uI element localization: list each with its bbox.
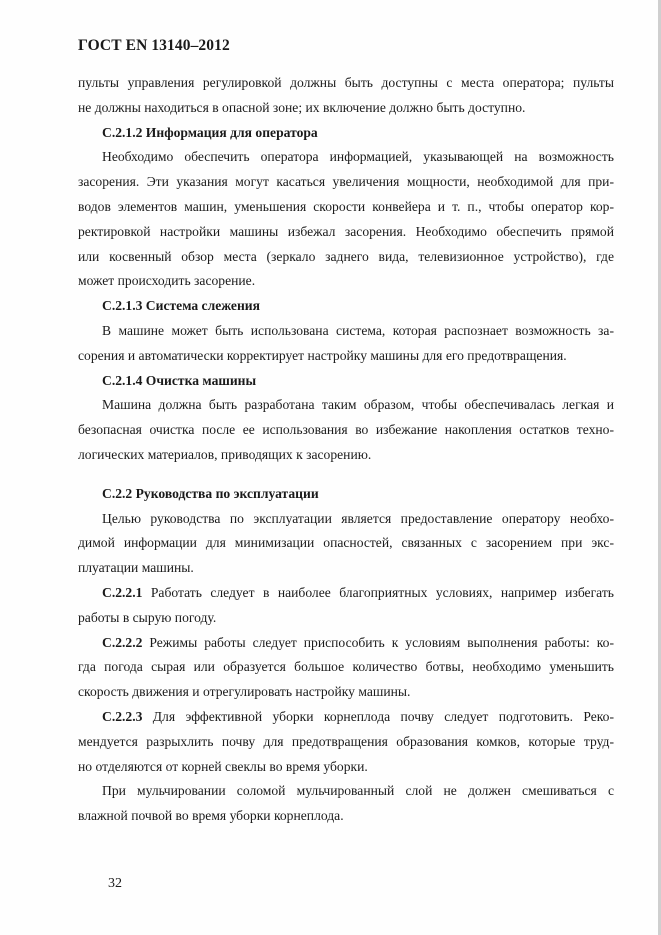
paragraph-controls-continued: [78, 71, 614, 121]
text-line: мендуется разрыхлить почву для предотвращения образования комков, которые труд-: [78, 733, 614, 749]
document-body: [78, 71, 614, 829]
section-heading-c22: С.2.2 Руководства по эксплуатации: [102, 485, 319, 501]
text-line: [78, 705, 614, 730]
clause-number: С.2.2.3: [102, 708, 143, 724]
paragraph-mulching: [78, 779, 614, 829]
clause-c223: [78, 705, 614, 779]
paragraph-machine-cleaning: [78, 393, 614, 467]
clause-c222: [78, 631, 614, 705]
text-line: При мульчировании соломой мульчированный слой не должен смешиваться с: [102, 783, 614, 799]
clause-number: С.2.2.1: [102, 584, 143, 600]
text-line: плуатации машины.: [78, 560, 194, 576]
text-line: логических материалов, приводящих к засорению.: [78, 446, 372, 462]
text-line: Целью руководства по эксплуатации является предоставление оператору необхо-: [102, 510, 614, 526]
text-line: Машина должна быть разработана таким образом, чтобы обеспечивалась легкая и: [102, 397, 614, 413]
paragraph-operation-manuals: [78, 507, 614, 581]
text-line: скорость движения и отрегулировать настройку машины.: [78, 684, 411, 700]
text-line: [78, 631, 614, 656]
text-line: может происходить засорение.: [78, 273, 256, 289]
text-line: ректировкой настройки машины избежал засорения. Необходимо обеспечить прямой: [78, 223, 614, 239]
text-line: влажной почвой во время уборки корнеплода.: [78, 808, 344, 824]
text-line: безопасная очистка после ее использования во избежание накопления остатков техно-: [78, 422, 614, 438]
clause-text: Режимы работы следует приспособить к условиям выполнения работы: ко-: [142, 634, 614, 650]
text-line: не должны находиться в опасной зоне; их включение должно быть доступно.: [78, 99, 526, 115]
page-number: 32: [108, 876, 122, 891]
text-line: пульты управления регулировкой должны быть доступны с места оператора; пульты: [78, 75, 614, 90]
text-line: гда погода сырая или образуется большое количество ботвы, необходимо уменьшить: [78, 659, 614, 675]
clause-number: С.2.2.2: [102, 634, 143, 650]
text-line: работы в сырую погоду.: [78, 609, 217, 625]
text-line: засорения. Эти указания могут касаться увеличения мощности, необходимой для при-: [78, 174, 614, 190]
text-line: водов элементов машин, уменьшения скорости конвейера и т. п., чтобы оператор кор-: [78, 198, 614, 214]
section-gap: [78, 468, 614, 482]
text-line: В машине может быть использована система, которая распознает возможность за-: [102, 322, 614, 338]
section-heading-c212: С.2.1.2 Информация для оператора: [102, 124, 318, 140]
text-line: сорения и автоматически корректирует настройку машины для его предотвращения.: [78, 347, 567, 363]
text-line: [78, 581, 614, 606]
clause-c221: [78, 581, 614, 631]
clause-text: Работать следует в наиболее благоприятных условиях, например избегать: [142, 584, 614, 600]
text-line: или косвенный обзор места (зеркало заднего вида, телевизионное устройство), где: [78, 248, 614, 264]
paragraph-operator-info: [78, 145, 614, 294]
text-line: Необходимо обеспечить оператора информацией, указывающей на возможность: [102, 149, 614, 165]
section-heading-c213: С.2.1.3 Система слежения: [102, 298, 260, 314]
text-line: но отделяются от корней свеклы во время уборки.: [78, 758, 368, 774]
section-heading-c214: С.2.1.4 Очистка машины: [102, 372, 257, 388]
clause-text: Для эффективной уборки корнеплода почву следует подготовить. Реко-: [142, 708, 614, 724]
paragraph-monitoring-system: [78, 319, 614, 369]
text-line: димой информации для минимизации опасностей, связанных с засорением при экс-: [78, 535, 614, 551]
document-code-header: ГОСТ EN 13140–2012: [78, 37, 230, 54]
